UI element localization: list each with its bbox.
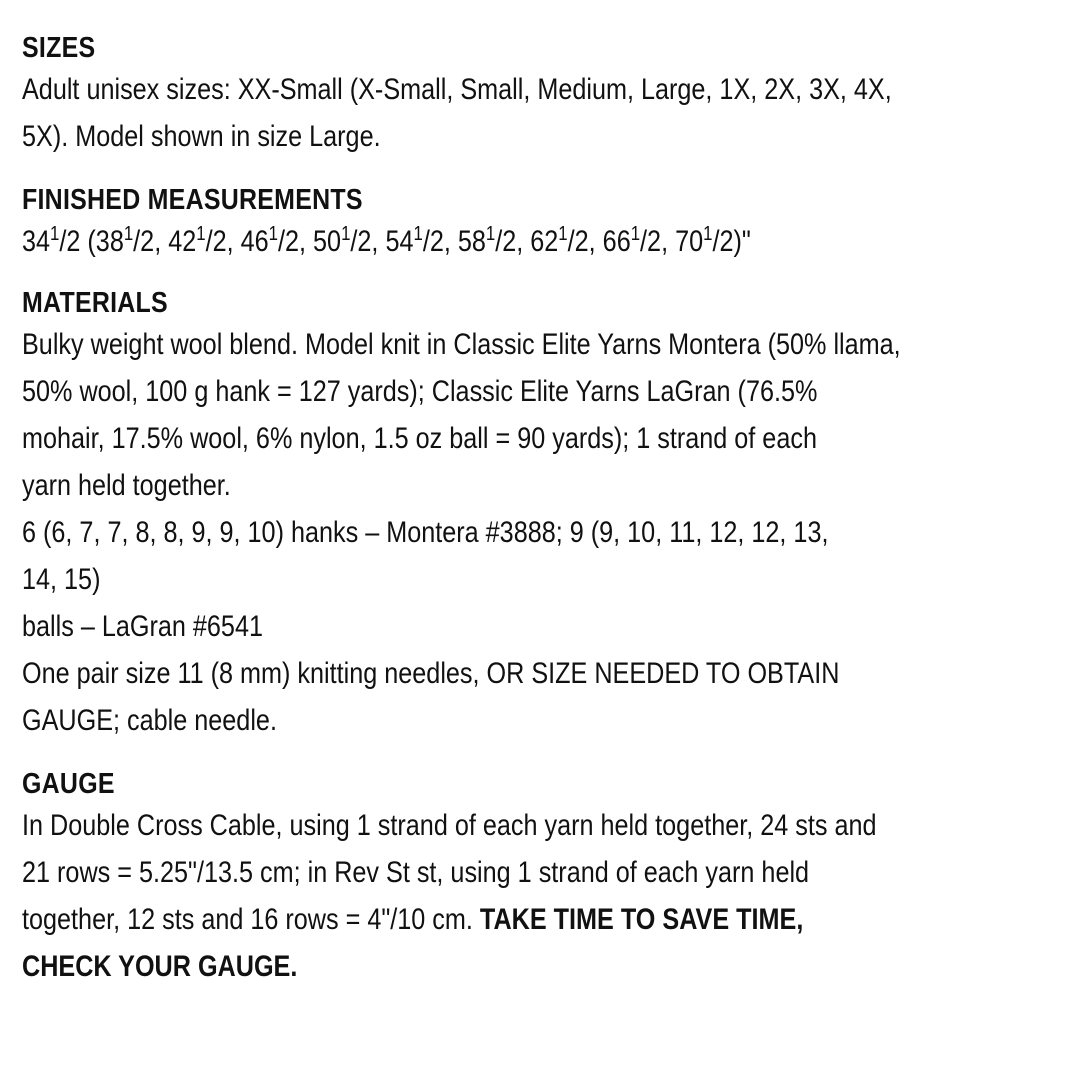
gauge-line: 21 rows = 5.25"/13.5 cm; in Rev St st, using 1 strand of each yarn held <box>22 856 810 889</box>
gauge-line: In Double Cross Cable, using 1 strand of each yarn held together, 24 sts and <box>22 809 877 842</box>
measurement-whole: 34 <box>22 225 51 258</box>
measurement-fraction-rest: /2, <box>278 225 314 258</box>
finished-measurements-heading: FINISHED MEASUREMENTS <box>22 184 363 216</box>
measurement-whole: 70 <box>675 225 704 258</box>
gauge-line-text: together, 12 sts and 16 rows = 4"/10 cm. <box>22 903 480 936</box>
measurement-fraction-rest: /2, <box>567 225 603 258</box>
materials-line: yarn held together. <box>22 469 231 502</box>
measurement-fraction-rest: /2, <box>640 225 676 258</box>
materials-line: 50% wool, 100 g hank = 127 yards); Classic Elite Yarns LaGran (76.5% <box>22 375 818 408</box>
measurement-whole: 58 <box>457 225 486 258</box>
materials-paragraph-3 <box>22 603 1055 650</box>
materials-paragraph-2 <box>22 509 1055 603</box>
measurement-fraction-numerator: 1 <box>268 223 279 245</box>
materials-line: Bulky weight wool blend. Model knit in Classic Elite Yarns Montera (50% llama, <box>22 328 901 361</box>
measurements-line <box>22 218 1055 269</box>
measurement-whole: 54 <box>385 225 414 258</box>
gauge-emphasis: TAKE TIME TO SAVE TIME, <box>479 903 804 936</box>
measurement-fraction-numerator: 1 <box>558 223 568 245</box>
materials-line: mohair, 17.5% wool, 6% nylon, 1.5 oz ball = 90 yards); 1 strand of each <box>22 422 817 455</box>
materials-line: balls – LaGran #6541 <box>22 610 263 643</box>
sizes-heading: SIZES <box>22 32 96 64</box>
measurement-fraction-numerator: 1 <box>123 223 134 245</box>
measurement-fraction-numerator: 1 <box>341 223 351 245</box>
measurement-whole: 38 <box>95 225 124 258</box>
measurement-whole: 46 <box>240 225 269 258</box>
gauge-heading: GAUGE <box>22 768 115 800</box>
materials-line: One pair size 11 (8 mm) knitting needles, OR SIZE NEEDED TO OBTAIN <box>22 657 840 690</box>
measurement-fraction-numerator: 1 <box>50 223 60 245</box>
gauge-line <box>22 896 1055 943</box>
materials-line: GAUGE; cable needle. <box>22 704 277 737</box>
sizes-line: Adult unisex sizes: XX-Small (X-Small, Small, Medium, Large, 1X, 2X, 3X, 4X, <box>22 73 892 106</box>
measurement-fraction-rest: /2, <box>205 225 241 258</box>
measurement-fraction-rest: /2, <box>422 225 458 258</box>
sizes-text <box>22 66 1055 160</box>
measurement-whole: 50 <box>313 225 342 258</box>
gauge-text <box>22 802 1055 990</box>
materials-line: 14, 15) <box>22 563 101 596</box>
gauge-emphasis: CHECK YOUR GAUGE. <box>22 950 298 983</box>
measurement-fraction-rest: /2, <box>133 225 169 258</box>
measurement-whole: 66 <box>602 225 631 258</box>
measurement-fraction-rest: /2)" <box>712 225 751 258</box>
measurement-fraction-numerator: 1 <box>630 223 641 245</box>
sizes-line: 5X). Model shown in size Large. <box>22 120 381 153</box>
materials-paragraph-1 <box>22 321 1055 509</box>
materials-heading: MATERIALS <box>22 287 168 319</box>
measurement-fraction-rest: /2, <box>495 225 531 258</box>
measurement-fraction-numerator: 1 <box>703 223 713 245</box>
finished-measurements-text <box>22 218 1055 269</box>
measurement-fraction-rest: /2 ( <box>59 225 96 258</box>
materials-paragraph-4 <box>22 650 1055 744</box>
measurement-fraction-numerator: 1 <box>413 223 423 245</box>
materials-line: 6 (6, 7, 7, 8, 8, 9, 9, 10) hanks – Montera #3888; 9 (9, 10, 11, 12, 12, 13, <box>22 516 829 549</box>
pattern-info-page <box>22 30 1062 990</box>
measurement-whole: 62 <box>530 225 559 258</box>
measurement-whole: 42 <box>168 225 197 258</box>
measurement-fraction-numerator: 1 <box>196 223 206 245</box>
measurement-fraction-rest: /2, <box>350 225 386 258</box>
measurement-fraction-numerator: 1 <box>485 223 496 245</box>
